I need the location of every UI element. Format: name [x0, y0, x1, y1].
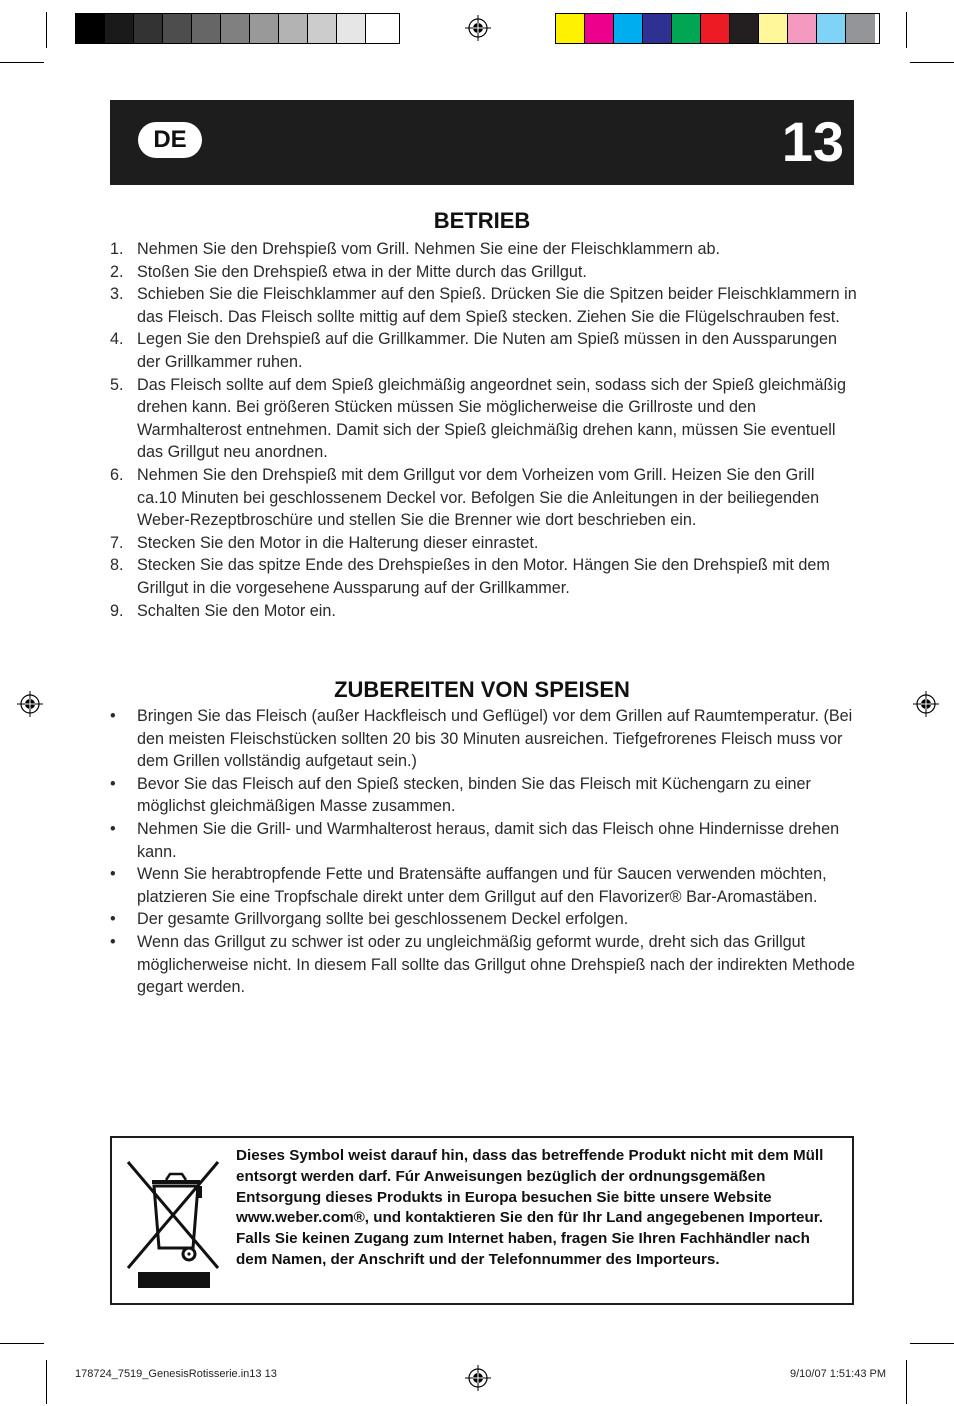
- process-color-swatch: [788, 14, 817, 43]
- list-item-text: Nehmen Sie den Drehspieß vom Grill. Nehmen Sie eine der Fleischklammern ab.: [137, 240, 720, 258]
- page-number: 13: [781, 110, 844, 173]
- list-item-marker: 1.: [110, 240, 124, 258]
- registration-mark-right-icon: [913, 691, 939, 717]
- list-item: [110, 908, 858, 931]
- list-item-text: Das Fleisch sollte auf dem Spieß gleichmäßig angeordnet sein, sodass sich der Spieß gleichmäßig drehen kann. Bei größeren Stücken müssen Sie möglicherweise die Grillroste und den Warmhalterost entnehmen. Damit sich der Spieß gleichmäßig drehen kann, müssen Sie eventuell das Grillgut neu anordnen.: [137, 375, 846, 462]
- list-item-marker: •: [110, 707, 116, 725]
- process-color-swatch: [614, 14, 643, 43]
- process-color-swatch: [672, 14, 701, 43]
- process-color-swatch: [730, 14, 759, 43]
- list-item-marker: •: [110, 865, 116, 884]
- list-item-text: Nehmen Sie die Grill- und Warmhalterost heraus, damit sich das Fleisch ohne Hindernisse drehen kann.: [137, 819, 840, 861]
- list-item: [110, 705, 858, 773]
- list-item: [110, 931, 858, 999]
- list-item-text: Bevor Sie das Fleisch auf den Spieß stecken, binden Sie das Fleisch mit Küchengarn zu einer möglichst gleichmäßigen Masse zusammen.: [137, 774, 811, 816]
- process-color-swatch: [585, 14, 614, 43]
- list-item-text: Legen Sie den Drehspieß auf die Grillkammer. Die Nuten am Spieß müssen in den Aussparungen der Grillkammer ruhen.: [137, 330, 838, 371]
- list-item-marker: •: [110, 774, 116, 793]
- list-item: [110, 818, 858, 863]
- list-item-marker: 5.: [110, 375, 124, 394]
- file-slug-right: 9/10/07 1:51:43 PM: [790, 1368, 887, 1380]
- list-item-marker: 7.: [110, 533, 124, 552]
- list-item-text: Schieben Sie die Fleischklammer auf den Spieß. Drücken Sie die Spitzen beider Fleischklammern in das Fleisch. Das Fleisch sollte mittig auf dem Spieß stecken. Ziehen Sie die Flügelschrauben fest.: [137, 285, 857, 326]
- list-item-text: Wenn das Grillgut zu schwer ist oder zu ungleichmäßig geformt wurde, dreht sich das Grillgut möglicherweise nicht. In diesem Fall sollte das Grillgut ohne Drehspieß nach der indirekten Methode gegart werden.: [137, 932, 856, 997]
- disposal-notice-box: [110, 1136, 854, 1305]
- process-color-swatch: [643, 14, 672, 43]
- grayscale-swatch: [366, 14, 395, 43]
- list-item: [110, 283, 858, 328]
- process-color-bar: [555, 13, 880, 44]
- process-color-swatch: [701, 14, 730, 43]
- disposal-notice-text: Dieses Symbol weist darauf hin, dass das betreffende Produkt nicht mit dem Müll entsorgt werden darf. Fúr Anweisungen bezüglich der ordnungsgemäßen Entsorgung dieses Produkts in Europa besuchen Sie bitte unsere Website www.weber.com®, und kontaktieren Sie den für Ihr Land angegebenen Importeur. Falls Sie keinen Zugang zum Internet haben, fragen Sie Ihren Fachhändler nach dem Namen, der Anschrift und der Telefonnummer des Importeurs.: [236, 1147, 824, 1268]
- list-item-text: Schalten Sie den Motor ein.: [137, 601, 336, 620]
- process-color-swatch: [846, 14, 875, 43]
- list-item-marker: 3.: [110, 285, 124, 304]
- crossed-out-wheelie-bin-icon: [126, 1156, 222, 1290]
- registration-mark-bottom-icon: [465, 1365, 491, 1391]
- list-item: [110, 328, 858, 373]
- process-color-swatch: [817, 14, 846, 43]
- process-color-swatch: [556, 14, 585, 43]
- list-item-marker: 6.: [110, 465, 124, 484]
- zubereiten-bullet-list: [110, 705, 858, 999]
- grayscale-swatch: [279, 14, 308, 43]
- list-item-marker: 9.: [110, 601, 124, 620]
- list-item: [110, 374, 858, 464]
- list-item-text: Der gesamte Grillvorgang sollte bei geschlossenem Deckel erfolgen.: [137, 910, 629, 929]
- list-item-text: Stoßen Sie den Drehspieß etwa in der Mitte durch das Grillgut.: [137, 262, 587, 281]
- list-item-marker: 8.: [110, 556, 124, 575]
- list-item-marker: •: [110, 932, 116, 951]
- grayscale-swatch: [221, 14, 250, 43]
- grayscale-swatch: [337, 14, 366, 43]
- list-item: [110, 600, 858, 623]
- process-color-swatch: [759, 14, 788, 43]
- page-header: [110, 100, 854, 185]
- list-item-text: Stecken Sie das spitze Ende des Drehspießes in den Motor. Hängen Sie den Drehspieß mit dem Grillgut in die vorgesehene Aussparung auf der Grillkammer.: [137, 556, 830, 597]
- section-title-betrieb: BETRIEB: [433, 208, 531, 233]
- list-item-marker: 2.: [110, 262, 124, 281]
- registration-mark-left-icon: [17, 691, 43, 717]
- grayscale-swatch: [192, 14, 221, 43]
- list-item: [110, 464, 858, 532]
- list-item-text: Nehmen Sie den Drehspieß mit dem Grillgut vor dem Vorheizen vom Grill. Heizen Sie den Grill ca.10 Minuten bei geschlossenem Deckel vor. Befolgen Sie die Anleitungen in der beiliegenden Weber-Rezeptbroschüre und stellen Sie die Brenner wie dort beschrieben ein.: [137, 465, 820, 530]
- language-badge: DE: [138, 122, 202, 158]
- list-item: [110, 532, 858, 555]
- list-item-text: Bringen Sie das Fleisch (außer Hackfleisch und Geflügel) vor dem Grillen auf Raumtemperatur. (Bei den meisten Fleischstücken sollten 20 bis 30 Minuten ausreichen. Tiefgefrorenes Fleisch muss vor dem Grillen vollständig aufgetaut sein.): [137, 707, 853, 771]
- registration-mark-top-icon: [465, 15, 491, 41]
- list-item: [110, 261, 858, 284]
- section-title-zubereiten: ZUBEREITEN VON SPEISEN: [334, 677, 630, 702]
- grayscale-swatch: [163, 14, 192, 43]
- grayscale-swatch: [308, 14, 337, 43]
- list-item: [110, 773, 858, 818]
- grayscale-swatch: [250, 14, 279, 43]
- betrieb-steps-list: [110, 238, 858, 622]
- grayscale-swatch: [134, 14, 163, 43]
- list-item: [110, 863, 858, 908]
- list-item-marker: •: [110, 819, 116, 838]
- grayscale-color-bar: [75, 13, 400, 44]
- list-item-text: Wenn Sie herabtropfende Fette und Bratensäfte auffangen und für Saucen verwenden möchten, platzieren Sie eine Tropfschale direkt unter dem Grillgut auf den Flavorizer® Bar-Aromastäben.: [137, 865, 827, 906]
- list-item-marker: •: [110, 910, 116, 929]
- list-item-marker: 4.: [110, 330, 124, 349]
- file-slug-left: 178724_7519_GenesisRotisserie.in13 13: [75, 1368, 277, 1380]
- grayscale-swatch: [105, 14, 134, 43]
- grayscale-swatch: [76, 14, 105, 43]
- list-item-text: Stecken Sie den Motor in die Halterung dieser einrastet.: [137, 533, 539, 552]
- list-item: [110, 238, 858, 261]
- list-item: [110, 554, 858, 599]
